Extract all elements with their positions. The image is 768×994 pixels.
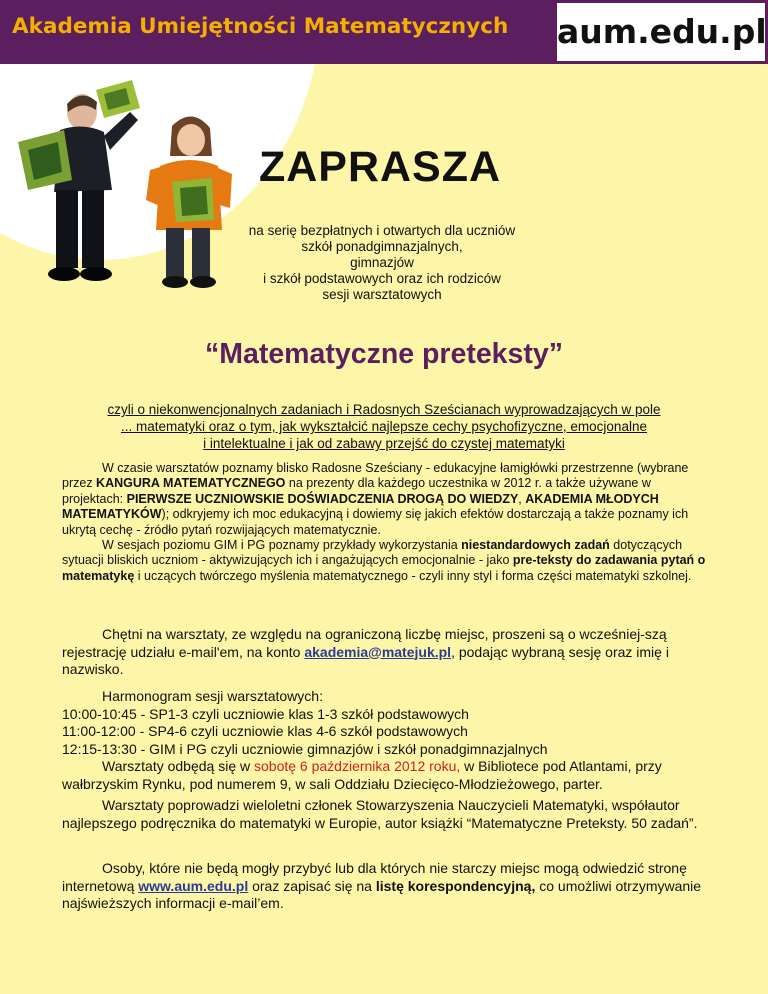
paragraph-venue — [62, 758, 722, 793]
text-span: Warsztaty odbędą się w — [102, 758, 254, 774]
paragraph-cubes — [62, 461, 708, 538]
text-span: w Bibliotece pod Atlantami, przy wałbrzyskim Rynku, pod numerem 9, w sali Oddziału Dziecięco-Młodzieżowego, parter. — [62, 758, 662, 792]
text-span: dotyczących sytuacji bliskich uczniom - aktywizujących ich i angażujących emocjonalnie - jako — [62, 538, 683, 568]
text-span: W czasie warsztatów poznamy blisko Radosne Sześciany - edukacyjne łamigłówki przestrzenne (wybrane przez — [62, 461, 689, 491]
hero-title: ZAPRASZA — [258, 143, 502, 191]
website-link[interactable]: www.aum.edu.pl — [138, 877, 249, 894]
text-span: oraz zapisać się na — [248, 877, 376, 894]
bold-span: KANGURA MATEMATYCZNEGO — [96, 476, 286, 491]
lead-text — [44, 401, 724, 452]
text-span: Chętni na warsztaty, ze względu na ograniczoną liczbę miejsc, proszeni są o wcześniej-szą rejestrację udziału e-mail'em, na konto — [62, 626, 667, 660]
intro-line: i szkół podstawowych oraz ich rodziców — [263, 271, 501, 286]
lead-line: i intelektualne i jak od zabawy przejść do czystej matematyki — [203, 436, 565, 451]
text-span: W sesjach poziomu GIM i PG poznamy przykłady wykorzystania — [102, 538, 462, 553]
bold-span: niestandardowych zadań — [461, 538, 610, 553]
schedule-row: 10:00-10:45 - SP1-3 czyli uczniowie klas 1-3 szkół podstawowych — [62, 705, 469, 722]
presenter-block — [62, 797, 722, 832]
text-span: na prezenty dla każdego uczestnika w 2012 r. a także używane w projektach: — [62, 476, 651, 506]
schedule-row: 11:00-12:00 - SP4-6 czyli uczniowie klas 4-6 szkół podstawowych — [62, 723, 468, 739]
event-date: sobotę 6 października 2012 roku, — [254, 758, 461, 774]
lead-line: czyli o niekonwencjonalnych zadaniach i Radosnych Sześcianach wyprowadzających w pole — [107, 402, 661, 417]
lead-line: ... matematyki oraz o tym, jak wykształcić najlepsze cechy psychofizyczne, emocjonalne — [121, 419, 647, 434]
text-span: Osoby, które nie będą mogły przybyć lub dla których nie starczy miejsc mogą odwiedzić stronę internetową — [62, 860, 687, 894]
text-span: i uczących twórczego myślenia matematycznego - czyli inny styl i forma części matematyki szkolnej. — [134, 568, 692, 583]
text-span: , — [518, 491, 526, 506]
text-span: , podając wybraną sesję oraz imię i nazwisko. — [62, 643, 669, 677]
schedule-block — [62, 688, 722, 793]
intro-line: szkół ponadgimnazjalnych, — [301, 239, 463, 254]
text-span: ); odkryjemy ich moc edukacyjną i dowiemy się jakich efektów dostarczają a także poznamy ich ukrytą cechę - źródło pytań rozwijających matematycznie. — [62, 507, 689, 537]
description-block — [62, 461, 708, 584]
intro-text — [180, 223, 584, 303]
boy-figure — [30, 94, 138, 281]
event-subtitle: “Matematyczne preteksty” — [205, 338, 563, 370]
schedule-heading: Harmonogram sesji warsztatowych: — [102, 688, 323, 704]
bold-span: PIERWSZE UCZNIOWSKIE DOŚWIADCZENIA DROGĄ DO WIEDZY — [126, 491, 519, 506]
paragraph-gim-pg — [62, 538, 708, 584]
paragraph-presenter: Warsztaty poprowadzi wieloletni członek Stowarzyszenia Nauczycieli Matematyki, współautor najlepszego podręcznika do matematyki w Europie, autor książki “Matematyczne Preteksty. 50 zadań”. — [62, 797, 698, 831]
schedule-row: 12:15-13:30 - GIM i PG czyli uczniowie gimnazjów i szkół ponadgimnazjalnych — [62, 740, 548, 757]
header-title: Akademia Umiejętności Matematycznych — [12, 14, 509, 39]
bold-span: AKADEMIA MŁODYCH MATEMATYKÓW — [62, 491, 659, 522]
email-link[interactable]: akademia@matejuk.pl — [304, 643, 452, 660]
text-span: co umożliwi otrzymywanie najświeższych informacji e-mail’em. — [62, 877, 702, 911]
mailing-list-block — [62, 860, 722, 913]
header-banner — [0, 0, 768, 64]
registration-block — [62, 626, 722, 679]
intro-line: na serię bezpłatnych i otwartych dla uczniów — [248, 223, 516, 238]
header-url-badge[interactable]: aum.edu.pl — [557, 3, 765, 61]
bold-span: pre-teksty do zadawania pytań o matematykę — [62, 553, 706, 583]
intro-line: sesji warsztatowych — [322, 287, 442, 302]
bold-span: listę korespondencyjną, — [375, 877, 536, 894]
intro-line: gimnazjów — [350, 255, 414, 270]
puzzle-cube-right — [96, 80, 140, 118]
puzzle-cube-left — [18, 130, 72, 190]
paragraph-registration — [62, 626, 722, 679]
paragraph-mailing-list — [62, 860, 722, 913]
